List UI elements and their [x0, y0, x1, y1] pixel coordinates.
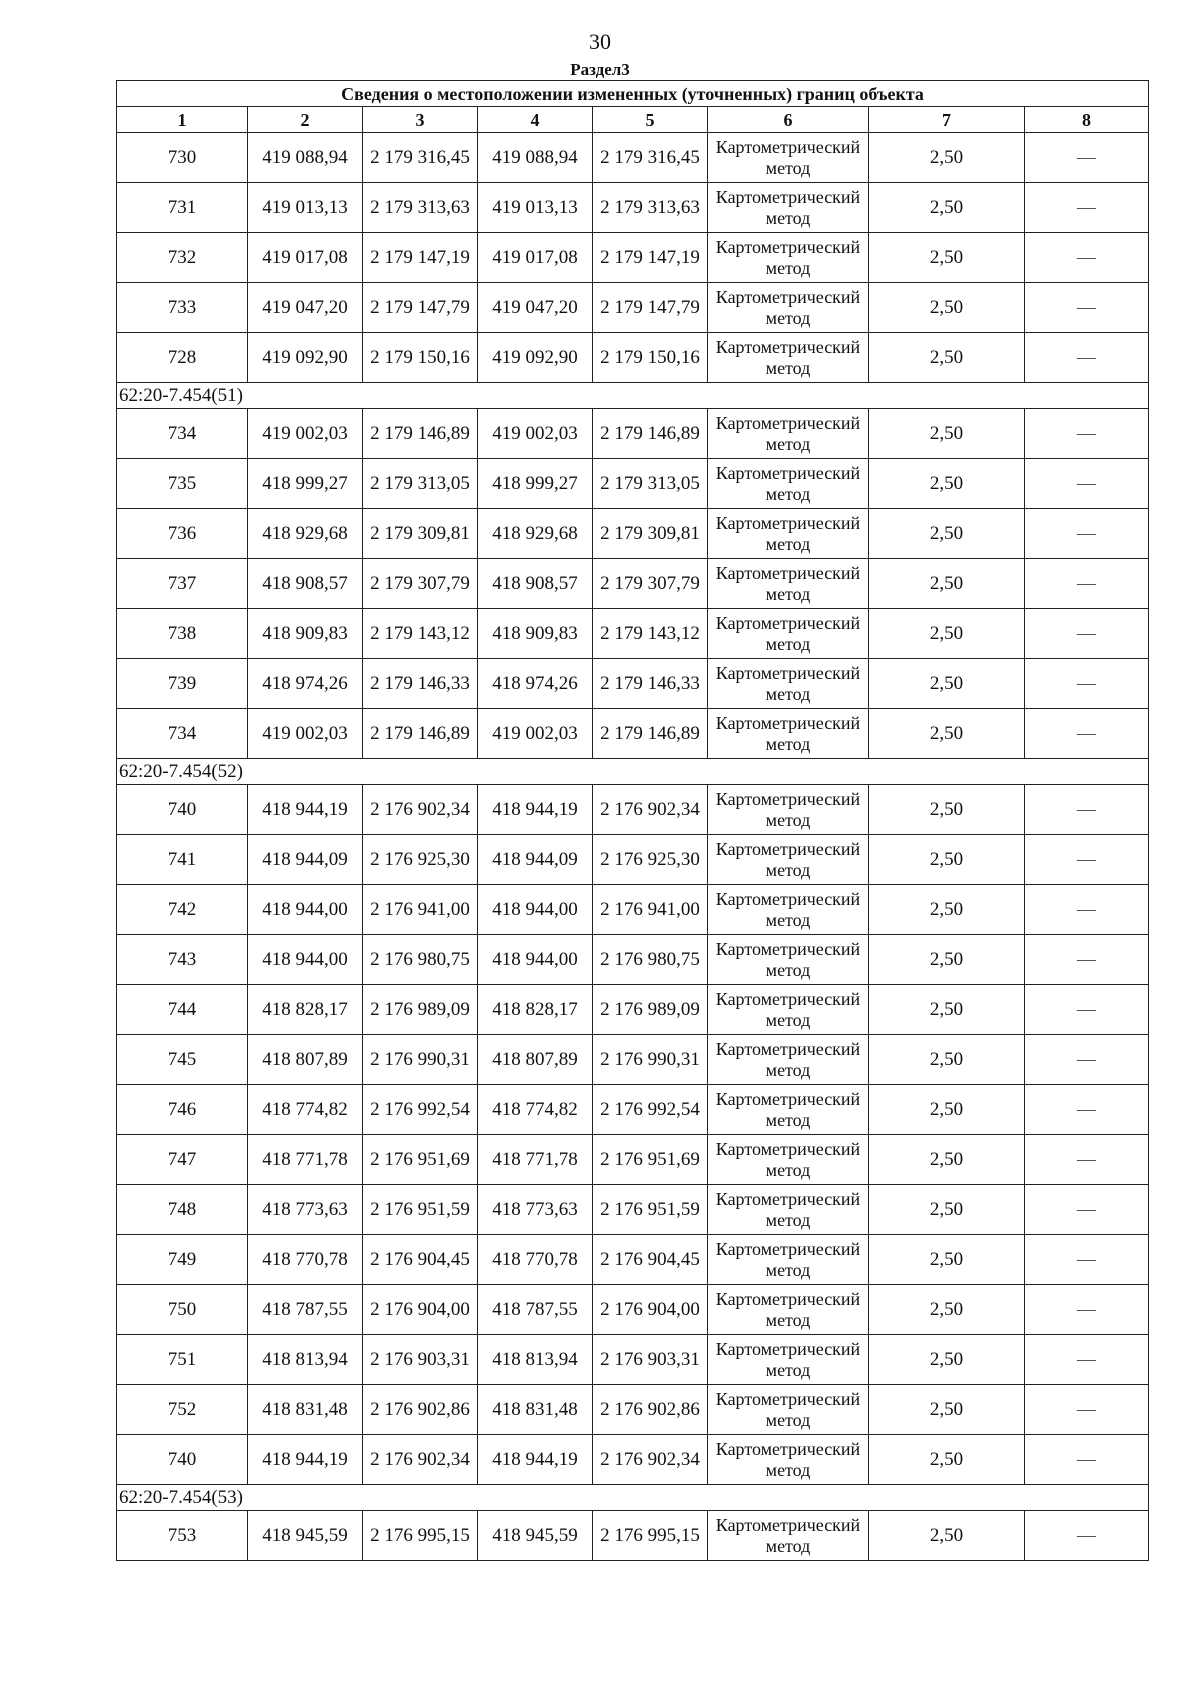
cell-x-new: 418 974,26: [478, 659, 593, 709]
cell-point-number: 747: [117, 1135, 248, 1185]
cell-accuracy: 2,50: [869, 1511, 1025, 1561]
cell-y-old: 2 179 146,33: [363, 659, 478, 709]
cell-method: Картометрический метод: [708, 283, 869, 333]
cell-y-new: 2 176 980,75: [593, 935, 708, 985]
cell-method: Картометрический метод: [708, 1185, 869, 1235]
cell-accuracy: 2,50: [869, 559, 1025, 609]
column-header-2: 2: [248, 107, 363, 133]
cell-y-new: 2 176 904,00: [593, 1285, 708, 1335]
cell-description: —: [1025, 133, 1149, 183]
table-row: [117, 935, 1149, 985]
cell-y-old: 2 179 146,89: [363, 709, 478, 759]
cell-y-old: 2 176 904,00: [363, 1285, 478, 1335]
cell-method: Картометрический метод: [708, 459, 869, 509]
cell-description: —: [1025, 1135, 1149, 1185]
cell-description: —: [1025, 233, 1149, 283]
cell-y-new: 2 176 941,00: [593, 885, 708, 935]
cell-description: —: [1025, 1285, 1149, 1335]
cell-description: —: [1025, 1511, 1149, 1561]
cell-y-old: 2 179 146,89: [363, 409, 478, 459]
cell-y-new: 2 179 307,79: [593, 559, 708, 609]
column-header-7: 7: [869, 107, 1025, 133]
cell-y-old: 2 176 951,69: [363, 1135, 478, 1185]
cell-y-new: 2 176 903,31: [593, 1335, 708, 1385]
column-header-8: 8: [1025, 107, 1149, 133]
cell-x-new: 418 773,63: [478, 1185, 593, 1235]
group-row: [117, 759, 1149, 785]
table-row: [117, 709, 1149, 759]
column-header-6: 6: [708, 107, 869, 133]
cell-y-new: 2 176 902,86: [593, 1385, 708, 1435]
cell-y-old: 2 176 941,00: [363, 885, 478, 935]
cell-point-number: 751: [117, 1335, 248, 1385]
table-row: [117, 333, 1149, 383]
cell-y-old: 2 176 990,31: [363, 1035, 478, 1085]
cell-y-old: 2 176 951,59: [363, 1185, 478, 1235]
cell-x-new: 418 770,78: [478, 1235, 593, 1285]
cell-description: —: [1025, 559, 1149, 609]
cell-method: Картометрический метод: [708, 935, 869, 985]
cell-accuracy: 2,50: [869, 985, 1025, 1035]
cell-x-new: 419 002,03: [478, 709, 593, 759]
cell-accuracy: 2,50: [869, 1235, 1025, 1285]
cell-accuracy: 2,50: [869, 1085, 1025, 1135]
cell-accuracy: 2,50: [869, 1185, 1025, 1235]
table-row: [117, 1285, 1149, 1335]
cell-point-number: 735: [117, 459, 248, 509]
cell-x-new: 419 002,03: [478, 409, 593, 459]
cell-method: Картометрический метод: [708, 609, 869, 659]
cell-y-old: 2 176 904,45: [363, 1235, 478, 1285]
cell-x-old: 418 831,48: [248, 1385, 363, 1435]
cell-y-new: 2 179 150,16: [593, 333, 708, 383]
cell-x-new: 418 831,48: [478, 1385, 593, 1435]
column-header-3: 3: [363, 107, 478, 133]
table-row: [117, 509, 1149, 559]
cell-method: Картометрический метод: [708, 1335, 869, 1385]
cell-y-old: 2 176 989,09: [363, 985, 478, 1035]
cell-description: —: [1025, 1085, 1149, 1135]
cell-x-old: 418 929,68: [248, 509, 363, 559]
cell-y-new: 2 179 147,19: [593, 233, 708, 283]
cell-x-old: 418 944,19: [248, 1435, 363, 1485]
cell-y-new: 2 176 902,34: [593, 785, 708, 835]
cell-y-old: 2 179 313,63: [363, 183, 478, 233]
group-label: 62:20-7.454(51): [117, 383, 1149, 409]
cell-x-old: 418 774,82: [248, 1085, 363, 1135]
cell-point-number: 746: [117, 1085, 248, 1135]
table-caption: Сведения о местоположении измененных (уточненных) границ объекта: [117, 81, 1149, 107]
cell-x-old: 419 047,20: [248, 283, 363, 333]
cell-method: Картометрический метод: [708, 333, 869, 383]
table-row: [117, 985, 1149, 1035]
cell-x-old: 419 002,03: [248, 409, 363, 459]
cell-description: —: [1025, 509, 1149, 559]
cell-y-old: 2 176 992,54: [363, 1085, 478, 1135]
cell-x-old: 418 944,09: [248, 835, 363, 885]
cell-x-new: 418 909,83: [478, 609, 593, 659]
cell-accuracy: 2,50: [869, 409, 1025, 459]
cell-point-number: 740: [117, 785, 248, 835]
cell-method: Картометрический метод: [708, 1135, 869, 1185]
table-row: [117, 885, 1149, 935]
cell-x-old: 419 092,90: [248, 333, 363, 383]
cell-point-number: 734: [117, 409, 248, 459]
table-row: [117, 1435, 1149, 1485]
cell-point-number: 753: [117, 1511, 248, 1561]
cell-point-number: 737: [117, 559, 248, 609]
cell-y-new: 2 176 902,34: [593, 1435, 708, 1485]
table-row: [117, 1335, 1149, 1385]
cell-y-new: 2 176 992,54: [593, 1085, 708, 1135]
cell-x-old: 418 945,59: [248, 1511, 363, 1561]
cell-point-number: 731: [117, 183, 248, 233]
cell-point-number: 742: [117, 885, 248, 935]
cell-method: Картометрический метод: [708, 1435, 869, 1485]
cell-method: Картометрический метод: [708, 409, 869, 459]
cell-y-old: 2 176 902,34: [363, 785, 478, 835]
cell-y-old: 2 176 903,31: [363, 1335, 478, 1385]
group-row: [117, 383, 1149, 409]
cell-description: —: [1025, 885, 1149, 935]
cell-method: Картометрический метод: [708, 1035, 869, 1085]
cell-x-new: 418 944,00: [478, 885, 593, 935]
cell-x-new: 418 787,55: [478, 1285, 593, 1335]
cell-y-new: 2 179 146,33: [593, 659, 708, 709]
cell-method: Картометрический метод: [708, 985, 869, 1035]
cell-y-new: 2 176 995,15: [593, 1511, 708, 1561]
cell-accuracy: 2,50: [869, 459, 1025, 509]
table-row: [117, 1035, 1149, 1085]
cell-accuracy: 2,50: [869, 709, 1025, 759]
cell-method: Картометрический метод: [708, 233, 869, 283]
cell-point-number: 744: [117, 985, 248, 1035]
table-row: [117, 835, 1149, 885]
cell-y-new: 2 179 143,12: [593, 609, 708, 659]
cell-x-old: 418 944,00: [248, 885, 363, 935]
cell-point-number: 739: [117, 659, 248, 709]
cell-x-new: 418 944,00: [478, 935, 593, 985]
cell-description: —: [1025, 183, 1149, 233]
cell-accuracy: 2,50: [869, 283, 1025, 333]
cell-x-new: 419 013,13: [478, 183, 593, 233]
cell-x-old: 418 771,78: [248, 1135, 363, 1185]
cell-method: Картометрический метод: [708, 183, 869, 233]
cell-accuracy: 2,50: [869, 509, 1025, 559]
cell-method: Картометрический метод: [708, 1385, 869, 1435]
cell-accuracy: 2,50: [869, 133, 1025, 183]
cell-point-number: 752: [117, 1385, 248, 1435]
cell-accuracy: 2,50: [869, 659, 1025, 709]
cell-method: Картометрический метод: [708, 659, 869, 709]
cell-x-old: 418 807,89: [248, 1035, 363, 1085]
cell-accuracy: 2,50: [869, 1285, 1025, 1335]
cell-y-old: 2 179 147,79: [363, 283, 478, 333]
cell-x-old: 418 773,63: [248, 1185, 363, 1235]
cell-method: Картометрический метод: [708, 509, 869, 559]
cell-y-old: 2 179 313,05: [363, 459, 478, 509]
cell-y-new: 2 179 146,89: [593, 709, 708, 759]
cell-description: —: [1025, 609, 1149, 659]
cell-x-new: 418 944,09: [478, 835, 593, 885]
cell-y-new: 2 179 316,45: [593, 133, 708, 183]
group-label: 62:20-7.454(52): [117, 759, 1149, 785]
cell-description: —: [1025, 333, 1149, 383]
cell-accuracy: 2,50: [869, 835, 1025, 885]
cell-x-new: 419 017,08: [478, 233, 593, 283]
table-row: [117, 183, 1149, 233]
cell-y-old: 2 179 143,12: [363, 609, 478, 659]
table-row: [117, 1085, 1149, 1135]
cell-method: Картометрический метод: [708, 885, 869, 935]
cell-y-old: 2 176 995,15: [363, 1511, 478, 1561]
cell-x-new: 418 774,82: [478, 1085, 593, 1135]
cell-point-number: 733: [117, 283, 248, 333]
cell-accuracy: 2,50: [869, 1135, 1025, 1185]
cell-point-number: 736: [117, 509, 248, 559]
cell-description: —: [1025, 1335, 1149, 1385]
cell-method: Картометрический метод: [708, 133, 869, 183]
cell-y-new: 2 179 313,63: [593, 183, 708, 233]
cell-description: —: [1025, 1185, 1149, 1235]
cell-x-old: 418 770,78: [248, 1235, 363, 1285]
cell-point-number: 732: [117, 233, 248, 283]
cell-point-number: 734: [117, 709, 248, 759]
cell-accuracy: 2,50: [869, 785, 1025, 835]
table-row: [117, 609, 1149, 659]
cell-y-old: 2 179 309,81: [363, 509, 478, 559]
cell-x-new: 418 945,59: [478, 1511, 593, 1561]
cell-x-new: 418 944,19: [478, 1435, 593, 1485]
table-row: [117, 1185, 1149, 1235]
cell-y-new: 2 179 146,89: [593, 409, 708, 459]
cell-method: Картометрический метод: [708, 785, 869, 835]
cell-y-new: 2 176 951,59: [593, 1185, 708, 1235]
table-row: [117, 1135, 1149, 1185]
section-title: Раздел3: [570, 60, 630, 79]
table-row: [117, 1235, 1149, 1285]
cell-point-number: 750: [117, 1285, 248, 1335]
cell-x-old: 419 002,03: [248, 709, 363, 759]
cell-point-number: 738: [117, 609, 248, 659]
cell-accuracy: 2,50: [869, 333, 1025, 383]
cell-x-old: 418 787,55: [248, 1285, 363, 1335]
cell-x-old: 419 088,94: [248, 133, 363, 183]
cell-x-old: 418 974,26: [248, 659, 363, 709]
cell-y-old: 2 179 316,45: [363, 133, 478, 183]
cell-x-new: 418 771,78: [478, 1135, 593, 1185]
cell-y-old: 2 179 147,19: [363, 233, 478, 283]
cell-x-new: 419 092,90: [478, 333, 593, 383]
cell-point-number: 730: [117, 133, 248, 183]
cell-y-new: 2 176 989,09: [593, 985, 708, 1035]
cell-y-old: 2 179 307,79: [363, 559, 478, 609]
table-row: [117, 233, 1149, 283]
table-row: [117, 409, 1149, 459]
cell-x-new: 418 807,89: [478, 1035, 593, 1085]
cell-y-old: 2 176 980,75: [363, 935, 478, 985]
column-header-1: 1: [117, 107, 248, 133]
cell-point-number: 745: [117, 1035, 248, 1085]
cell-point-number: 749: [117, 1235, 248, 1285]
table-row: [117, 1385, 1149, 1435]
cell-x-new: 419 047,20: [478, 283, 593, 333]
cell-x-new: 418 813,94: [478, 1335, 593, 1385]
cell-description: —: [1025, 1035, 1149, 1085]
cell-x-new: 418 944,19: [478, 785, 593, 835]
cell-point-number: 740: [117, 1435, 248, 1485]
cell-description: —: [1025, 785, 1149, 835]
group-row: [117, 1485, 1149, 1511]
table-row: [117, 559, 1149, 609]
cell-x-new: 418 929,68: [478, 509, 593, 559]
cell-description: —: [1025, 1435, 1149, 1485]
cell-description: —: [1025, 659, 1149, 709]
cell-description: —: [1025, 835, 1149, 885]
cell-point-number: 748: [117, 1185, 248, 1235]
cell-description: —: [1025, 283, 1149, 333]
column-header-row: [117, 107, 1149, 133]
cell-y-old: 2 176 902,86: [363, 1385, 478, 1435]
cell-method: Картометрический метод: [708, 559, 869, 609]
cell-y-old: 2 176 925,30: [363, 835, 478, 885]
cell-accuracy: 2,50: [869, 183, 1025, 233]
cell-y-old: 2 179 150,16: [363, 333, 478, 383]
cell-x-old: 419 017,08: [248, 233, 363, 283]
group-label: 62:20-7.454(53): [117, 1485, 1149, 1511]
cell-x-old: 418 909,83: [248, 609, 363, 659]
table-row: [117, 133, 1149, 183]
cell-x-new: 418 908,57: [478, 559, 593, 609]
cell-x-old: 418 828,17: [248, 985, 363, 1035]
table-row: [117, 1511, 1149, 1561]
cell-x-old: 418 813,94: [248, 1335, 363, 1385]
cell-description: —: [1025, 709, 1149, 759]
column-header-4: 4: [478, 107, 593, 133]
cell-description: —: [1025, 1235, 1149, 1285]
cell-y-new: 2 179 309,81: [593, 509, 708, 559]
cell-description: —: [1025, 1385, 1149, 1435]
cell-accuracy: 2,50: [869, 1385, 1025, 1435]
cell-x-old: 418 999,27: [248, 459, 363, 509]
table-row: [117, 459, 1149, 509]
cell-x-old: 418 944,19: [248, 785, 363, 835]
cell-x-old: 418 908,57: [248, 559, 363, 609]
cell-x-new: 418 999,27: [478, 459, 593, 509]
cell-x-old: 419 013,13: [248, 183, 363, 233]
cell-method: Картометрический метод: [708, 709, 869, 759]
cell-y-old: 2 176 902,34: [363, 1435, 478, 1485]
cell-y-new: 2 176 904,45: [593, 1235, 708, 1285]
cell-point-number: 741: [117, 835, 248, 885]
cell-accuracy: 2,50: [869, 1335, 1025, 1385]
column-header-5: 5: [593, 107, 708, 133]
cell-x-new: 418 828,17: [478, 985, 593, 1035]
table-row: [117, 659, 1149, 709]
cell-description: —: [1025, 935, 1149, 985]
cell-y-new: 2 179 147,79: [593, 283, 708, 333]
coordinates-table: [116, 80, 1149, 1561]
cell-accuracy: 2,50: [869, 1035, 1025, 1085]
cell-method: Картометрический метод: [708, 835, 869, 885]
cell-y-new: 2 179 313,05: [593, 459, 708, 509]
cell-accuracy: 2,50: [869, 233, 1025, 283]
cell-accuracy: 2,50: [869, 609, 1025, 659]
cell-method: Картометрический метод: [708, 1085, 869, 1135]
table-caption-row: [117, 81, 1149, 107]
cell-description: —: [1025, 985, 1149, 1035]
cell-accuracy: 2,50: [869, 885, 1025, 935]
cell-method: Картометрический метод: [708, 1511, 869, 1561]
cell-point-number: 743: [117, 935, 248, 985]
table-row: [117, 283, 1149, 333]
cell-x-old: 418 944,00: [248, 935, 363, 985]
cell-description: —: [1025, 409, 1149, 459]
cell-y-new: 2 176 925,30: [593, 835, 708, 885]
cell-accuracy: 2,50: [869, 1435, 1025, 1485]
cell-method: Картометрический метод: [708, 1235, 869, 1285]
cell-point-number: 728: [117, 333, 248, 383]
table-row: [117, 785, 1149, 835]
cell-accuracy: 2,50: [869, 935, 1025, 985]
cell-description: —: [1025, 459, 1149, 509]
cell-x-new: 419 088,94: [478, 133, 593, 183]
cell-method: Картометрический метод: [708, 1285, 869, 1335]
cell-y-new: 2 176 990,31: [593, 1035, 708, 1085]
cell-y-new: 2 176 951,69: [593, 1135, 708, 1185]
page-number: 30: [589, 29, 611, 54]
